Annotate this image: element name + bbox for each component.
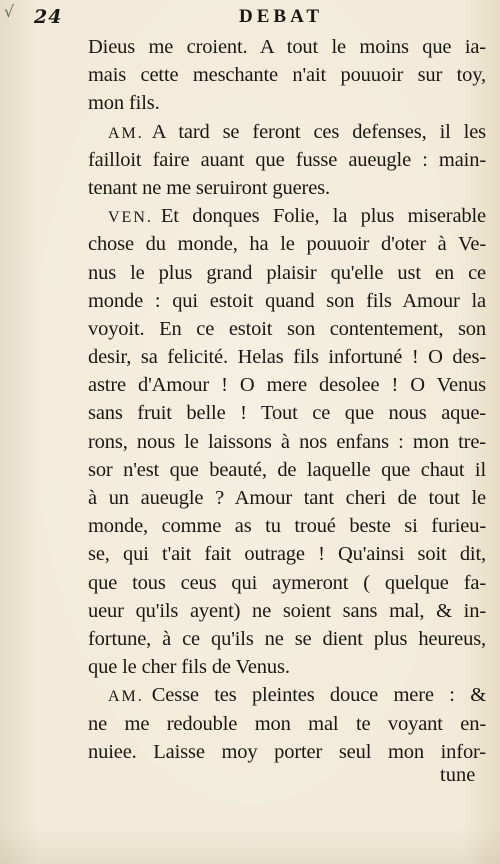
text-line: astre d'Amour ! O mere desolee ! O Venus: [88, 374, 486, 397]
text-line: failloit faire auant que fusse aueugle : main-: [88, 148, 486, 171]
text-line: A tard se feront ces defenses, il les: [151, 120, 486, 143]
speaker-label: AM.: [108, 688, 144, 706]
text-line: nus le plus grand plaisir qu'elle ust en ce: [88, 261, 486, 284]
text-line: que tous ceus qui aymeront ( quelque fa-: [88, 571, 486, 594]
text-line: se, qui t'ait fait outrage ! Qu'ainsi soit dit,: [88, 543, 486, 566]
text-line: monde : qui estoit quand son fils Amour la: [88, 289, 486, 312]
text-line: monde, comme as tu troué beste si furieu-: [88, 515, 486, 538]
text-line: ueur qu'ils ayent) ne soient sans mal, & in-: [88, 599, 486, 622]
text-line: mais cette meschante n'ait pouuoir sur toy,: [88, 64, 486, 87]
text-line: sans fruit belle ! Tout ce que nous aque-: [88, 402, 486, 425]
text-line: à un aueugle ? Amour tant cheri de tout le: [88, 487, 486, 509]
speech-line: [88, 202, 486, 230]
text-line: fortune, à ce qu'ils ne se dient plus heureus,: [88, 627, 486, 650]
text-line: tenant ne me seruiront gueres.: [88, 176, 330, 199]
speech-line: [88, 681, 486, 709]
text-line: nuiee. Laisse moy porter seul mon infor-: [88, 740, 486, 763]
text-line: Cesse tes pleintes douce mere : &: [151, 684, 486, 707]
body-text: [88, 33, 486, 766]
speaker-label: VEN.: [108, 209, 153, 227]
check-mark-icon: √: [4, 2, 15, 21]
page-number: 24: [34, 6, 63, 28]
text-line: sor n'est que beauté, de laquelle que chaut il: [88, 458, 486, 481]
speaker-label: AM.: [108, 124, 144, 142]
text-line: desir, sa felicité. Helas fils infortuné ! O des-: [88, 346, 486, 369]
text-line: Et donques Folie, la plus miserable: [160, 205, 486, 228]
text-line: mon fils.: [88, 92, 160, 115]
text-line: voyoit. En ce estoit son contentement, son: [88, 317, 486, 340]
running-head: DEBAT: [239, 6, 324, 27]
text-line: chose du monde, ha le pouuoir d'oter à Ve-: [88, 233, 486, 256]
speech-line: [88, 118, 486, 146]
text-line: Dieus me croient. A tout le moins que ia-: [88, 36, 486, 58]
page-header: [34, 6, 474, 28]
catchword: tune: [440, 764, 476, 786]
text-line: que le cher fils de Venus.: [88, 656, 290, 679]
text-line: ne me redouble mon mal te voyant en-: [88, 712, 486, 735]
page-bottom-shadow: [0, 828, 500, 864]
text-line: rons, nous le laissons à nos enfans : mon tre-: [88, 430, 486, 453]
